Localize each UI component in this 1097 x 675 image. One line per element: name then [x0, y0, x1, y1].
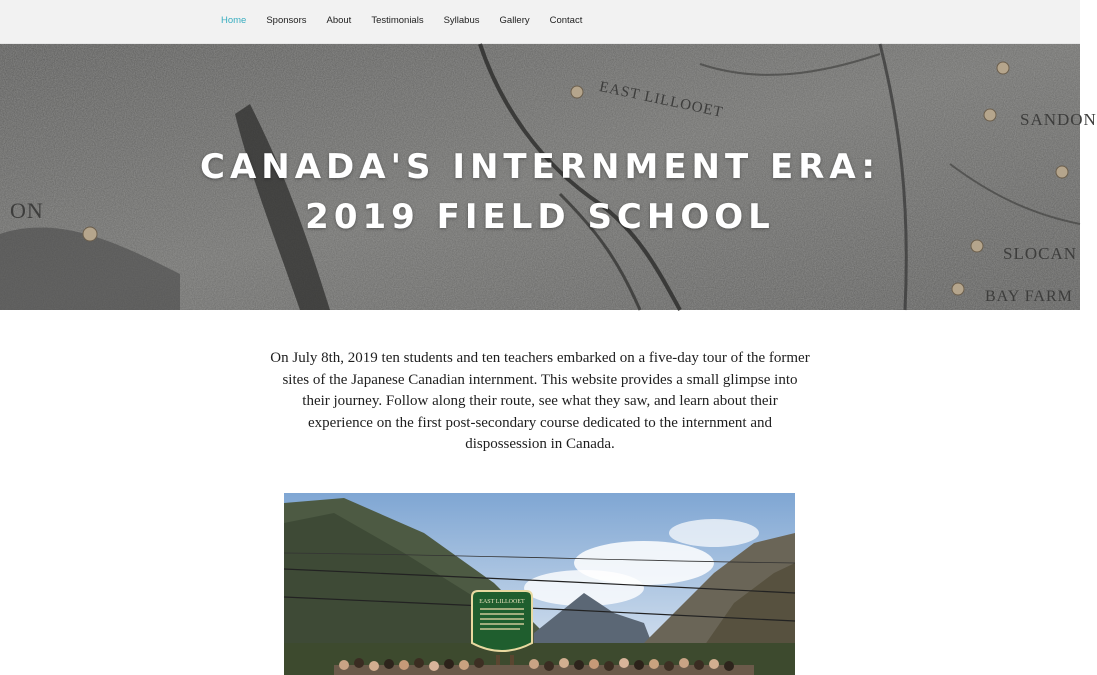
nav-item-sponsors[interactable]: Sponsors [266, 15, 307, 26]
hero-title [0, 142, 1080, 242]
group-photo-illustration [284, 493, 795, 675]
hero-title-line-1: CANADA'S INTERNMENT ERA: [200, 147, 880, 187]
top-navigation-bar [0, 0, 1080, 44]
intro-paragraph: On July 8th, 2019 ten students and ten teachers embarked on a five-day tour of the former sites of the Japanese Canadian internment. This website provides a small glimpse into their journey. Follow along their route, see what they saw, and learn about their experience on the first post-secondary course dedicated to the internment and dispossession in Canada. [270, 350, 810, 452]
sign-title: EAST LILLOOET [479, 599, 525, 605]
stone-label-partial: ON [10, 198, 44, 223]
nav-item-about[interactable]: About [326, 15, 352, 26]
stone-label-east-lillooet: EAST LILLOOET [597, 79, 725, 121]
nav-item-testimonials[interactable]: Testimonials [371, 15, 424, 26]
hero-banner [0, 44, 1097, 310]
nav-item-contact[interactable]: Contact [549, 15, 583, 26]
nav-item-syllabus[interactable]: Syllabus [443, 15, 480, 26]
stone-label-sandon: SANDON [1020, 110, 1097, 129]
nav-item-gallery[interactable]: Gallery [499, 15, 530, 26]
nav-item-home[interactable]: Home [221, 15, 247, 26]
stone-label-slocan: SLOCAN [1003, 244, 1078, 263]
group-photo [284, 493, 795, 675]
stone-label-bay-farm: BAY FARM [985, 288, 1073, 305]
hero-title-line-2: 2019 FIELD SCHOOL [305, 197, 775, 237]
nav-menu [221, 15, 602, 27]
